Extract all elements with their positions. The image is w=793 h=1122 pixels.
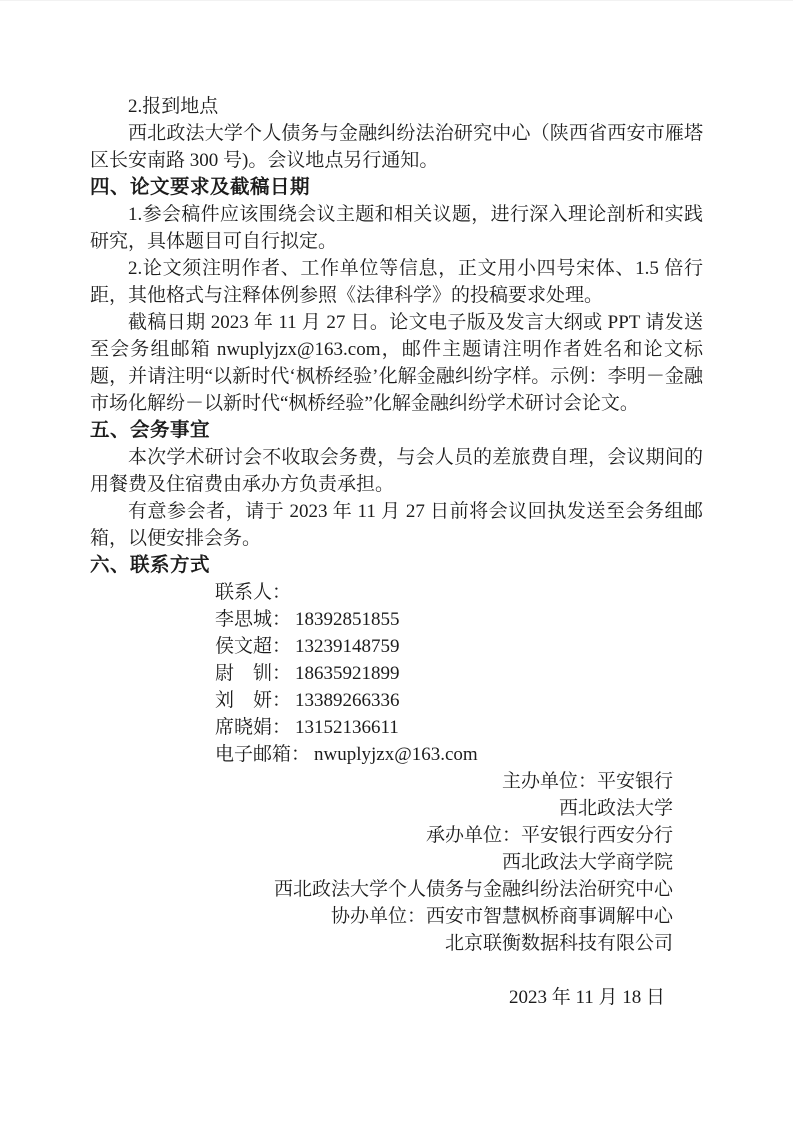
host-unit-line: 西北政法大学	[558, 798, 673, 819]
undertaking-unit-line: 西北政法大学商学院	[501, 852, 673, 873]
undertaking-unit-line: 承办单位：平安银行西安分行	[425, 825, 673, 846]
paper-requirements-paragraph-2: 2.论文须注明作者、工作单位等信息，正文用小四号宋体、1.5 倍行距，其他格式与注释体例参照《法律科学》的投稿要求处理。	[90, 258, 703, 306]
document-content	[0, 1, 793, 1011]
registration-location-item: 2.报到地点	[128, 96, 219, 117]
section-heading-conference-affairs: 五、会务事宜	[90, 419, 211, 441]
section-heading-paper-requirements: 四、论文要求及截稿日期	[90, 176, 311, 198]
undertaking-unit-line: 西北政法大学个人债务与金融纠纷法治研究中心	[273, 879, 673, 900]
contact-persons-label: 联系人：	[215, 582, 292, 603]
document-date: 2023 年 11 月 18 日	[508, 987, 665, 1008]
host-unit-line: 主办单位：平安银行	[501, 771, 673, 792]
contact-row	[215, 660, 703, 687]
contact-name: 刘 妍：	[215, 690, 292, 711]
contact-name: 李思城：	[215, 609, 292, 630]
contact-row	[215, 714, 703, 741]
contact-phone: 13152136611	[295, 717, 399, 738]
contact-email-row	[215, 741, 703, 768]
deadline-submission-paragraph: 截稿日期 2023 年 11 月 27 日。论文电子版及发言大纲或 PPT 请发送至会务组邮箱 nwuplyjzx@163.com，邮件主题请注明作者姓名和论文标题，并请注明“以新时代‘枫桥经验’化解金融纠纷字样。示例：李明－金融市场化解纷－以新时代“枫桥经验”化解金融纠纷学术研讨会论文。	[90, 312, 703, 414]
registration-location-paragraph: 西北政法大学个人债务与金融纠纷法治研究中心（陕西省西安市雁塔区长安南路 300 号)。会议地点另行通知。	[90, 123, 703, 171]
contact-phone: 18635921899	[295, 663, 400, 684]
co-organizer-line: 北京联衡数据科技有限公司	[444, 933, 673, 954]
contact-row	[215, 606, 703, 633]
contact-row	[215, 633, 703, 660]
contact-phone: 13389266336	[295, 690, 400, 711]
organizer-block	[90, 768, 703, 957]
conference-fees-paragraph: 本次学术研讨会不收取会务费，与会人员的差旅费自理，会议期间的用餐费及住宿费由承办方负责承担。	[90, 447, 703, 495]
contact-name: 侯文超：	[215, 636, 292, 657]
email-label: 电子邮箱：	[215, 744, 311, 765]
contact-row	[215, 687, 703, 714]
contact-list	[215, 579, 703, 768]
section-heading-contact-info: 六、联系方式	[90, 554, 211, 576]
contact-name: 席晓娟：	[215, 717, 292, 738]
paper-requirements-paragraph-1: 1.参会稿件应该围绕会议主题和相关议题，进行深入理论剖析和实践研究，具体题目可自行拟定。	[90, 204, 703, 252]
email-address: nwuplyjzx@163.com	[314, 744, 478, 765]
contact-name: 尉 钏：	[215, 663, 292, 684]
reply-receipt-paragraph: 有意参会者，请于 2023 年 11 月 27 日前将会议回执发送至会务组邮箱，以便安排会务。	[90, 501, 703, 549]
contact-phone: 18392851855	[295, 609, 400, 630]
contact-phone: 13239148759	[295, 636, 400, 657]
co-organizer-line: 协办单位：西安市智慧枫桥商事调解中心	[330, 906, 673, 927]
